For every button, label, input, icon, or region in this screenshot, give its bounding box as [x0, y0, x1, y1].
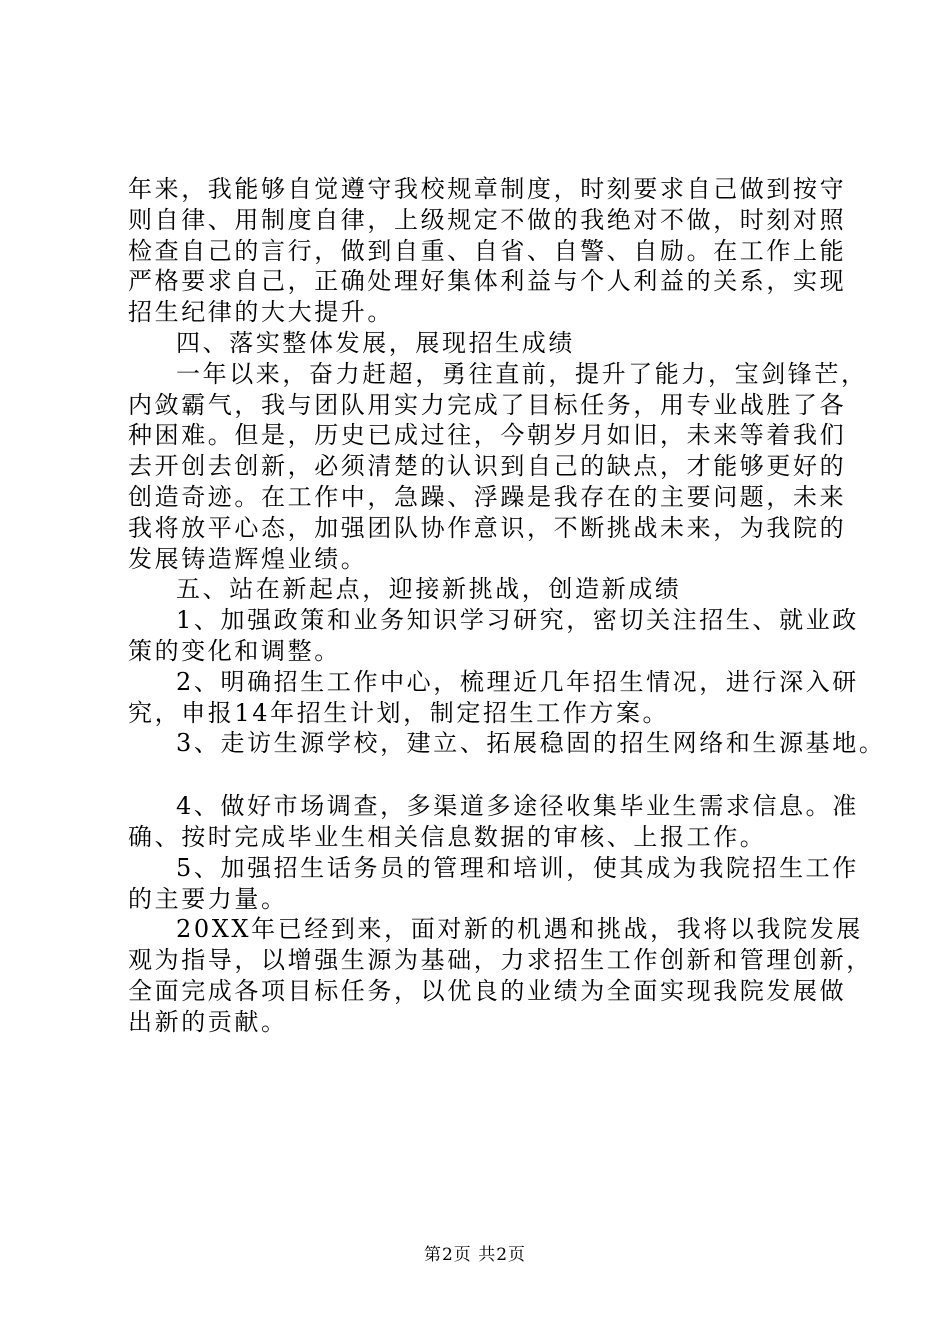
text-line: 2、明确招生工作中心，梳理近几年招生情况，进行深入研 — [176, 667, 859, 696]
section-heading-4 — [128, 328, 832, 359]
text-line: 20XX年已经到来，面对新的机遇和挑战，我将以我院发展 — [176, 915, 863, 944]
text-line: 五、站在新起点，迎接新挑战，创造新成绩 — [176, 575, 682, 604]
text-line: 四、落实整体发展，展现招生成绩 — [176, 328, 575, 357]
paragraph-conclusion — [128, 914, 873, 1037]
section-heading-5 — [128, 574, 832, 605]
list-item-4 — [128, 791, 859, 853]
text-line: 观为指导，以增强生源为基础，力求招生工作创新和管理创新， — [128, 946, 873, 975]
text-line: 策的变化和调整。 — [128, 636, 341, 665]
text-line: 去开创去创新，必须清楚的认识到自己的缺点，才能够更好的 — [128, 452, 847, 481]
text-line: 创造奇迹。在工作中，急躁、浮躁是我存在的主要问题，未来 — [128, 482, 847, 511]
text-line: 1、加强政策和业务知识学习研究，密切关注招生、就业政 — [176, 606, 859, 635]
text-line: 发展铸造辉煌业绩。 — [128, 544, 368, 573]
text-line: 5、加强招生话务员的管理和培训，使其成为我院招生工作 — [176, 853, 859, 882]
text-line: 出新的贡献。 — [128, 1007, 288, 1036]
list-item-5 — [128, 853, 859, 915]
text-line: 招生纪律的大大提升。 — [128, 298, 394, 327]
list-item-1 — [128, 605, 859, 667]
text-line: 的主要力量。 — [128, 884, 288, 913]
document-body — [128, 174, 886, 1038]
paragraph-discipline — [128, 174, 847, 328]
list-item-3 — [128, 728, 886, 759]
text-line: 究，申报14年招生计划，制定招生工作方案。 — [128, 698, 670, 727]
text-line: 则自律、用制度自律，上级规定不做的我绝对不做，时刻对照 — [128, 205, 847, 234]
text-line: 确、按时完成毕业生相关信息数据的审核、上报工作。 — [128, 822, 767, 851]
paragraph-achievements — [128, 359, 868, 575]
list-item-2 — [128, 667, 859, 729]
text-line: 一年以来，奋力赶超，勇往直前，提升了能力，宝剑锋芒， — [176, 359, 868, 388]
text-line: 我将放平心态，加强团队协作意识，不断挑战未来，为我院的 — [128, 513, 847, 542]
text-line: 3、走访生源学校，建立、拓展稳固的招生网络和生源基地。 — [176, 729, 886, 758]
text-line: 严格要求自己，正确处理好集体利益与个人利益的关系，实现 — [128, 267, 847, 296]
text-line: 检查自己的言行，做到自重、自省、自警、自励。在工作上能 — [128, 236, 847, 265]
text-line: 年来，我能够自觉遵守我校规章制度，时刻要求自己做到按守 — [128, 175, 847, 203]
text-line: 种困难。但是，历史已成过往，今朝岁月如旧，未来等着我们 — [128, 421, 847, 450]
page-number-footer: 第2页 共2页 — [423, 1245, 527, 1265]
text-line: 4、做好市场调查，多渠道多途径收集毕业生需求信息。准 — [176, 792, 859, 821]
text-line: 全面完成各项目标任务，以优良的业绩为全面实现我院发展做 — [128, 976, 847, 1005]
text-line: 内敛霸气，我与团队用实力完成了目标任务，用专业战胜了各 — [128, 390, 847, 419]
